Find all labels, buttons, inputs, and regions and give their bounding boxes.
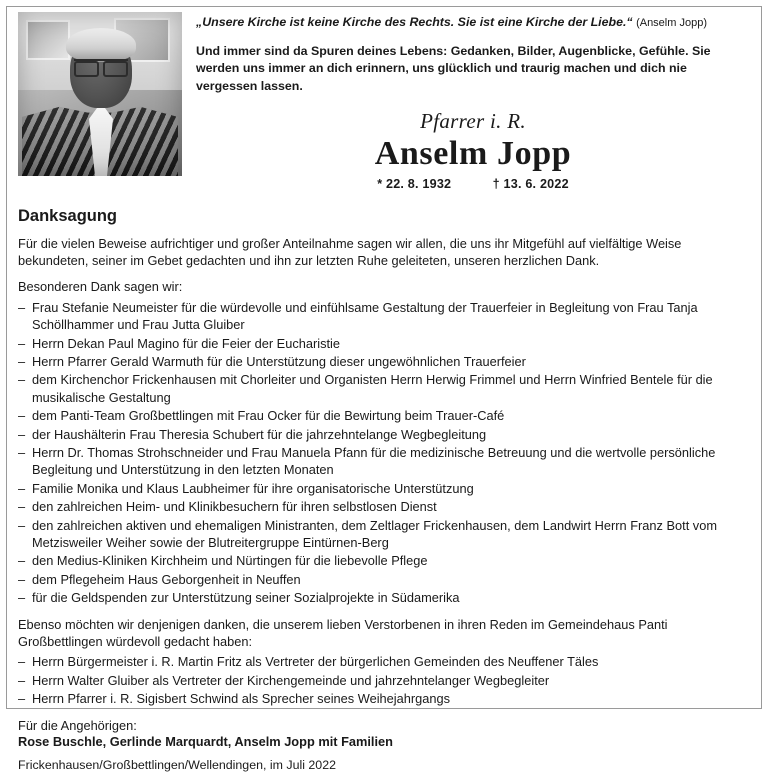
list-item-text: Herrn Dekan Paul Magino für die Feier der Eucharistie xyxy=(32,335,340,351)
header-text xyxy=(196,12,750,191)
list-dash: – xyxy=(18,480,26,496)
list-item-text: dem Panti-Team Großbettlingen mit Frau Ocker für die Bewirtung beim Trauer-Café xyxy=(32,408,505,424)
list-item xyxy=(18,407,750,424)
list-dash: – xyxy=(18,654,26,670)
list-item-text: Frau Stefanie Neumeister für die würdevolle und einfühlsame Gestaltung der Trauerfeier in Begleitung von Frau Tanja Schöllhammer und Frau Jutta Gluiber xyxy=(32,299,698,333)
list-item xyxy=(18,653,750,670)
list-item xyxy=(18,444,750,479)
list-item xyxy=(18,299,750,334)
list-item-text: Familie Monika und Klaus Laubheimer für ihre organisatorische Unterstützung xyxy=(32,480,474,496)
role-title: Pfarrer i. R. xyxy=(420,108,526,133)
thanks-list xyxy=(18,299,750,607)
life-dates xyxy=(196,177,750,191)
list-item-text: für die Geldspenden zur Unterstützung seiner Sozialprojekte in Südamerika xyxy=(32,590,460,606)
quote-line xyxy=(196,14,750,30)
portrait-vignette xyxy=(18,12,182,176)
list-item xyxy=(18,335,750,352)
list-item xyxy=(18,690,750,707)
portrait-photo xyxy=(18,12,182,176)
list-item-text: Herrn Walter Gluiber als Vertreter der Kirchengemeinde und jahrzehntelanger Wegbegleiter xyxy=(32,672,550,688)
list-item xyxy=(18,498,750,515)
list-dash: – xyxy=(18,517,26,533)
list-dash: – xyxy=(18,372,26,388)
list-item xyxy=(18,371,750,406)
section-title-danksagung: Danksagung xyxy=(18,206,118,225)
list-item-text: dem Kirchenchor Frickenhausen mit Chorleiter und Organisten Herrn Herwig Frimmel und Herrn Winfried Bentele für die musikalische Gestaltung xyxy=(32,372,713,405)
list-dash: – xyxy=(18,299,26,315)
list-dash: – xyxy=(18,553,26,569)
list-dash: – xyxy=(18,499,26,515)
list-item xyxy=(18,353,750,370)
list-item-text: den zahlreichen aktiven und ehemaligen Ministranten, dem Zeltlager Frickenhausen, dem Landwirt Herrn Franz Bott vom Metzisweiler Weiher sowie der Blutreitergruppe Eintürnen-Berg xyxy=(32,517,717,550)
list-item-text: Herrn Dr. Thomas Strohschneider und Frau Manuela Pfann für die medizinische Betreuung und die wertvolle persönliche Begleitung und Unterstützung in den letzten Monaten xyxy=(32,445,716,478)
list-item xyxy=(18,517,750,552)
quote-author: (Anselm Jopp) xyxy=(636,17,707,29)
list-dash: – xyxy=(18,408,26,424)
list-dash: – xyxy=(18,571,26,587)
list-item-text: der Haushälterin Frau Theresia Schubert für die jahrzehntelange Wegbegleitung xyxy=(32,426,487,442)
list-dash: – xyxy=(18,445,26,460)
list-dash: – xyxy=(18,691,26,707)
list-item xyxy=(18,552,750,569)
list-item xyxy=(18,571,750,588)
list-item-text: Herrn Bürgermeister i. R. Martin Fritz als Vertreter der bürgerlichen Gemeinden des Neuffener Täles xyxy=(32,654,599,670)
list-item-text: Herrn Pfarrer Gerald Warmuth für die Unterstützung dieser ungewöhnlichen Trauerfeier xyxy=(32,354,526,370)
list-item xyxy=(18,480,750,497)
list-dash: – xyxy=(18,590,26,606)
list-item-text: den Medius-Kliniken Kirchheim und Nürtingen für die liebevolle Pflege xyxy=(32,553,428,569)
list-dash: – xyxy=(18,335,26,351)
list-dash: – xyxy=(18,426,26,442)
list-dash: – xyxy=(18,354,26,370)
relatives-names: Rose Buschle, Gerlinde Marquardt, Anselm Jopp mit Familien xyxy=(18,734,393,750)
paragraph-speakers: Ebenso möchten wir denjenigen danken, die unserem lieben Verstorbenen in ihren Reden im Gemeindehaus Panti Großbettlingen würdevoll gedacht haben: xyxy=(18,616,668,649)
header-block xyxy=(18,12,750,191)
list-dash: – xyxy=(18,672,26,688)
deceased-name: Anselm Jopp xyxy=(374,134,572,172)
thanks-lead-in: Besonderen Dank sagen wir: xyxy=(18,279,183,295)
list-item-text: dem Pflegeheim Haus Geborgenheit in Neuffen xyxy=(32,571,301,587)
list-item xyxy=(18,426,750,443)
birth-date: * 22. 8. 1932 xyxy=(377,176,452,191)
paragraph-thanks-general: Für die vielen Beweise aufrichtiger und großer Anteilnahme sagen wir allen, die uns ihr Mitgefühl auf vielfältige Weise bekundeten, seiner im Gebet gedachten und ihn zur letzten Ruhe geleiteten, unseren herzlichen Dank. xyxy=(18,235,682,269)
list-item xyxy=(18,589,750,606)
list-item xyxy=(18,672,750,689)
list-item-text: den zahlreichen Heim- und Klinikbesuchern für ihren selbstlosen Dienst xyxy=(32,499,437,515)
intro-text: Und immer sind da Spuren deines Lebens: Gedanken, Bilder, Augenblicke, Gefühle. Sie werden uns immer an dich erinnern, uns glücklich und traurig machen und dich nie vergessen lassen. xyxy=(196,44,711,93)
footer-location-date: Frickenhausen/Großbettlingen/Wellendingen, im Juli 2022 xyxy=(18,758,336,772)
quote-text: „Unsere Kirche ist keine Kirche des Rechts. Sie ist eine Kirche der Liebe.“ xyxy=(196,15,633,29)
relatives-label: Für die Angehörigen: xyxy=(18,718,137,734)
death-date: † 13. 6. 2022 xyxy=(492,176,569,191)
list-item-text: Herrn Pfarrer i. R. Sigisbert Schwind als Sprecher seines Weihejahrgangs xyxy=(32,691,450,707)
speakers-list xyxy=(18,653,750,707)
